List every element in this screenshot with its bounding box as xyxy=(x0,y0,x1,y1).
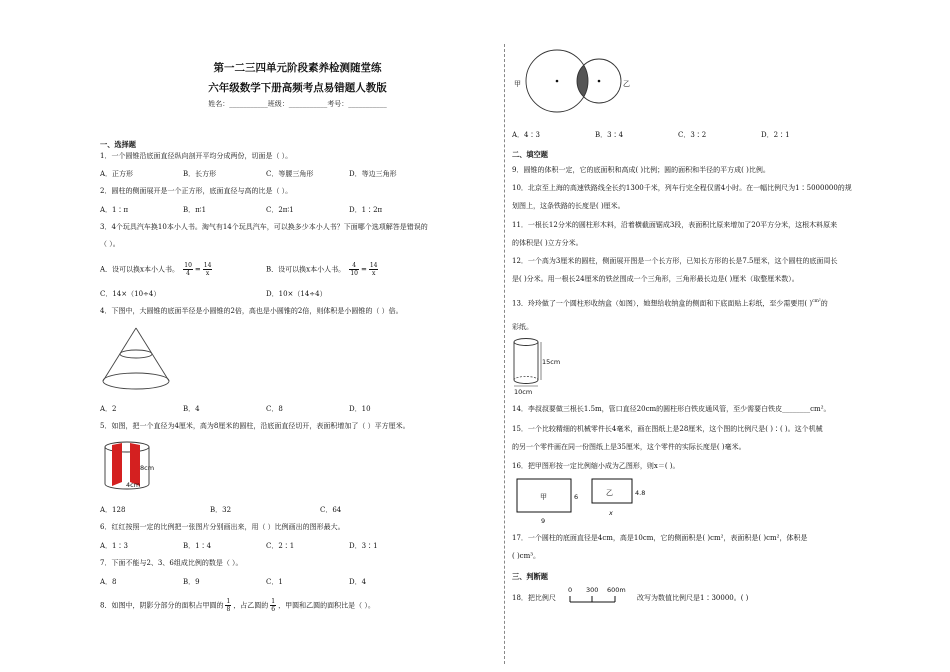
q4-option-b: B．4 xyxy=(183,405,200,413)
label-yi: 乙 xyxy=(623,80,630,88)
q8-option-d: D．2∶1 xyxy=(761,131,790,139)
question-1: 1．一个圆锥沿底面直径纵向剖开平均分成两份，切面是（ ）。 xyxy=(100,152,293,160)
question-8 xyxy=(100,598,375,613)
large-cone-base xyxy=(103,373,169,389)
center-dot xyxy=(598,80,601,83)
q13-tail: 的 xyxy=(820,299,828,308)
q13-unit: cm² xyxy=(812,299,821,304)
q8-option-c: C．3∶2 xyxy=(678,131,707,139)
q7-option-d: D．4 xyxy=(349,578,367,586)
q6-option-b: B．1∶4 xyxy=(183,542,212,550)
cut-face xyxy=(112,443,122,486)
question-12-cont: 是( )分米。用一根长24厘米的铁丝围成一个三角形，三角形最长边是( )厘米（取整厘米数）。 xyxy=(512,275,799,283)
question-17: 17．一个圆柱的底面直径是4cm，高是10cm，它的侧面积是( )cm²，表面积是( )cm²，体积是 xyxy=(512,534,808,542)
question-15: 15．一个比较精细的机械零件长4毫米，画在图纸上是28厘米，这个图的比例尺是( )∶( )。这个机械 xyxy=(512,425,823,433)
label-x: x xyxy=(609,509,613,517)
numerator: 14 xyxy=(203,262,212,269)
q3-option-b xyxy=(266,262,380,277)
question-11: 11．一根长12分米的圆柱形木料，沿着横截面锯成3段，表面积比原来增加了20平方分米，这根木料原来 xyxy=(512,221,838,229)
q8-text: 8．如图中，阴影分部分的面积占甲圆的 xyxy=(100,601,224,610)
question-13-cont: 彩纸。 xyxy=(512,323,533,331)
q2-option-a: A．1∶π xyxy=(100,206,129,214)
q7-option-a: A．8 xyxy=(100,578,117,586)
question-4: 4．下图中，大圆锥的底面半径是小圆锥的2倍，高也是小圆锥的2倍，则体积是小圆锥的（ ）倍。 xyxy=(100,307,403,315)
fraction xyxy=(270,598,276,613)
denominator: x xyxy=(371,270,376,277)
denominator: 10 xyxy=(350,270,358,277)
question-3: 3．4个玩具汽车换10本小人书。淘气有14个玩具汽车，可以换多少本小人书？下面哪个选项解答是错误的 xyxy=(100,223,428,231)
column-divider xyxy=(504,44,505,664)
q2-option-b: B．π∶1 xyxy=(183,206,207,214)
q6-option-c: C．2∶1 xyxy=(266,542,295,550)
fraction xyxy=(203,262,213,277)
question-15-cont: 的另一个零件画在同一份图纸上是35厘米，这个零件的实际长度是( )毫米。 xyxy=(512,443,746,451)
q3-option-d: D．10×（14÷4） xyxy=(266,290,327,298)
student-info-line: 姓名：___________班级：___________考号：___________ xyxy=(208,100,387,108)
cut-cylinder-figure xyxy=(100,440,162,492)
label-yi: 乙 xyxy=(606,489,613,497)
fraction xyxy=(349,262,359,277)
question-13 xyxy=(512,297,828,308)
box-bottom xyxy=(514,380,538,384)
section-fill: 二、填空题 xyxy=(512,150,548,159)
q1-option-c: C．等腰三角形 xyxy=(266,170,314,178)
q4-option-a: A．2 xyxy=(100,405,117,413)
q5-option-a: A．128 xyxy=(100,506,126,514)
denominator: 4 xyxy=(186,270,190,277)
q8-text: ，占乙圆的 xyxy=(233,601,269,610)
q3-option-a-label: A．设可以换x本小人书。 xyxy=(100,265,180,274)
q3-option-c: C．14×（10÷4） xyxy=(100,290,161,298)
question-3-cont: （ ）。 xyxy=(100,240,120,248)
line-scale-figure xyxy=(565,584,635,606)
section-choice: 一、选择题 xyxy=(100,140,136,149)
q3-option-a xyxy=(100,262,214,277)
label-jia: 甲 xyxy=(514,80,521,88)
label-4-8: 4.8 xyxy=(635,489,646,497)
question-11-cont: 的体积是( )立方分米。 xyxy=(512,239,583,247)
cut-face xyxy=(130,443,140,486)
q1-option-d: D．等边三角形 xyxy=(349,170,397,178)
center-dot xyxy=(556,80,559,83)
scale-label-0: 0 xyxy=(568,586,573,594)
question-6: 6．红红按照一定的比例把一张图片分别画出来，用（ ）比例画出的图形最大。 xyxy=(100,523,345,531)
q6-option-a: A．1∶3 xyxy=(100,542,128,550)
question-18-cont: 改写为数值比例尺是1∶30000。( ) xyxy=(637,594,749,602)
q6-option-d: D．3∶1 xyxy=(349,542,378,550)
fraction xyxy=(369,262,379,277)
page-subtitle: 六年级数学下册高频考点易错题人教版 xyxy=(208,82,387,94)
q7-option-b: B．9 xyxy=(183,578,200,586)
question-10: 10．北京至上海的高速铁路线全长约1300千米，列车行完全程仅需4小时。在一幅比例尺为1∶5000000的规 xyxy=(512,184,852,192)
numerator: 1 xyxy=(271,598,276,605)
q13-text: 13．玲玲做了一个圆柱形收纳盒（如图），她想给收纳盒的侧面和下底面贴上彩纸，至少需要用( ) xyxy=(512,299,813,308)
q2-option-d: D．1∶2π xyxy=(349,206,383,214)
numerator: 10 xyxy=(184,262,192,269)
cylinder-top xyxy=(105,442,149,452)
q5-option-c: C．64 xyxy=(320,506,342,514)
question-14: 14．李叔叔要做三根长1.5m，管口直径20cm的圆柱形白铁皮通风管，至少需要白铁皮________cm²。 xyxy=(512,405,831,413)
q1-option-a: A．正方形 xyxy=(100,170,134,178)
nested-cones-figure xyxy=(100,326,172,392)
q8-option-a: A．4∶3 xyxy=(512,131,540,139)
question-12: 12．一个高为3厘米的圆柱，侧面展开图是一个长方形，已知长方形的长是7.5厘米，这个圆柱的底面周长 xyxy=(512,257,838,265)
page-title: 第一二三四单元阶段素养检测随堂练 xyxy=(213,62,382,74)
diameter-label: 4cm xyxy=(126,481,141,489)
question-7: 7．下面不能与2、3、6组成比例的数是（ ）。 xyxy=(100,559,243,567)
q5-option-b: B．32 xyxy=(210,506,232,514)
numerator: 4 xyxy=(349,262,359,270)
q7-option-c: C．1 xyxy=(266,578,283,586)
label-jia: 甲 xyxy=(540,493,547,501)
denominator: x xyxy=(205,270,210,277)
question-16: 16．把甲图形按一定比例缩小成为乙图形，则x＝( )。 xyxy=(512,462,680,470)
fraction xyxy=(183,262,193,277)
question-18: 18．把比例尺 xyxy=(512,594,556,602)
overlapping-circles-figure xyxy=(512,46,637,118)
q2-option-c: C．2π∶1 xyxy=(266,206,294,214)
question-10-cont: 划图上，这条铁路的长度是( )厘米。 xyxy=(512,202,625,210)
question-17-cont: ( )cm³。 xyxy=(512,552,541,560)
box-top xyxy=(514,339,538,346)
numerator: 1 xyxy=(226,598,231,605)
equals-sign: = xyxy=(360,265,367,274)
q4-option-c: C．8 xyxy=(266,405,283,413)
scale-label-300: 300 xyxy=(586,586,599,594)
height-label: 8cm xyxy=(140,464,155,472)
height-label: 15cm xyxy=(542,358,561,366)
question-2: 2．圆柱的侧面展开是一个正方形，底面直径与高的比是（ ）。 xyxy=(100,187,293,195)
q1-option-b: B．长方形 xyxy=(183,170,217,178)
scale-label-600: 600m xyxy=(607,586,626,594)
question-5: 5．如图，把一个直径为4厘米，高为8厘米的圆柱，沿底面直径切开，表面积增加了（ ）平方厘米。 xyxy=(100,422,410,430)
q3-option-b-label: B．设可以换x本小人书。 xyxy=(266,265,346,274)
diameter-label: 10cm xyxy=(514,388,533,396)
question-9: 9．圆锥的体积一定，它的底面积和高成( )比例；圆的面积和半径的平方成( )比例。 xyxy=(512,166,770,174)
storage-box-cylinder-figure xyxy=(510,337,570,397)
small-cone-base xyxy=(120,350,152,358)
q8-text: ，甲圆和乙圆的面积比是（ ）。 xyxy=(278,601,375,610)
denominator: 6 xyxy=(271,606,276,613)
equals-sign: = xyxy=(194,265,201,274)
numerator: 14 xyxy=(369,262,378,269)
box-bottom-hidden xyxy=(514,377,538,381)
label-9: 9 xyxy=(541,517,546,525)
label-6: 6 xyxy=(574,493,579,501)
scaled-rectangles-figure xyxy=(512,475,662,525)
section-judge: 三、判断题 xyxy=(512,572,548,581)
denominator: 8 xyxy=(226,606,231,613)
q8-option-b: B．3∶4 xyxy=(595,131,624,139)
fraction xyxy=(225,598,231,613)
q4-option-d: D．10 xyxy=(349,405,371,413)
